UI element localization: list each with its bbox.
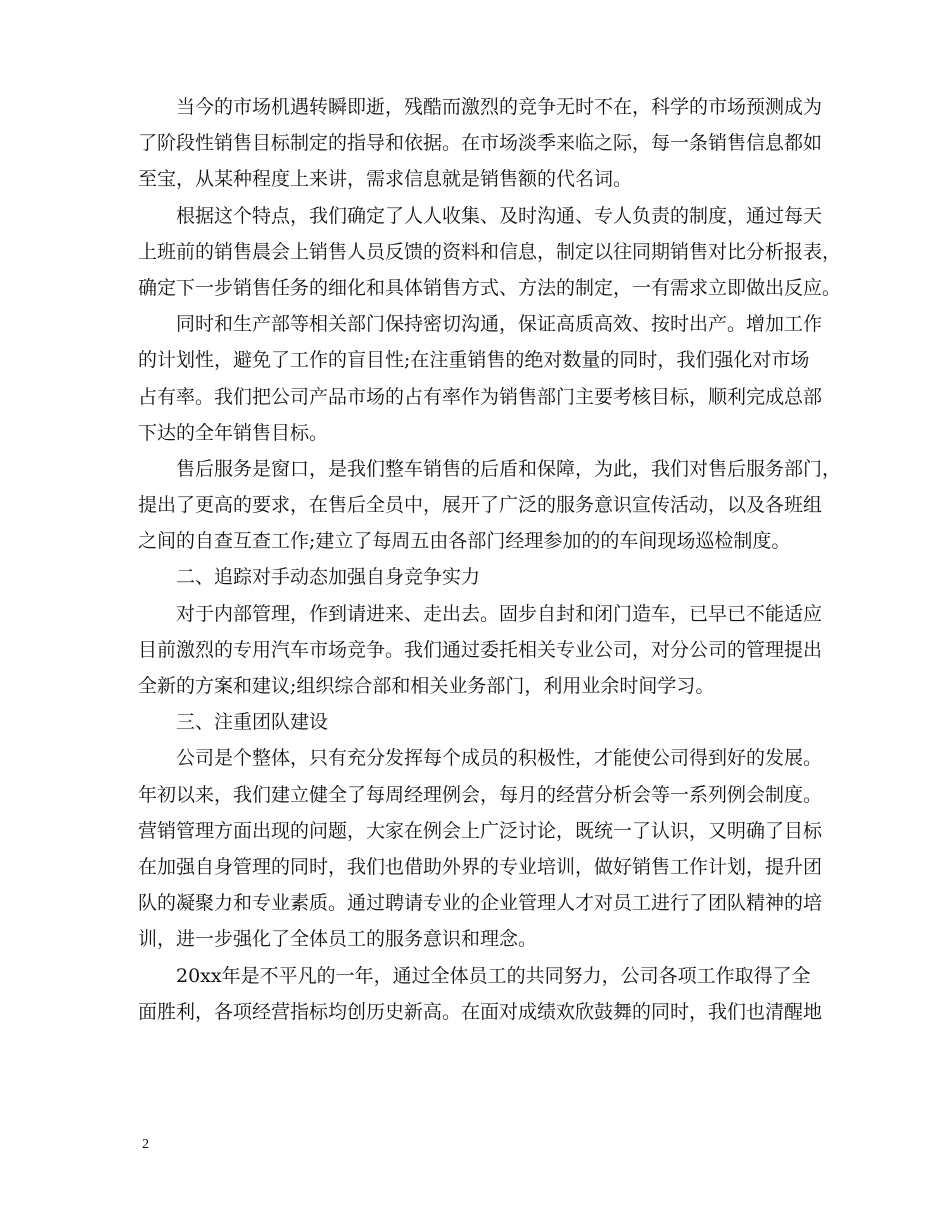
paragraph-3-line-1: 同时和生产部等相关部门保持密切沟通，保证高质高效、按时出产。增加工作	[176, 313, 823, 336]
paragraph-2-line-3: 确定下一步销售任务的细化和具体销售方式、方法的制定，一有需求立即做出反应。	[138, 276, 842, 299]
paragraph-6-line-4: 在加强自身管理的同时，我们也借助外界的专业培训，做好销售工作计划，提升团	[138, 855, 823, 878]
paragraph-7-line-2: 面胜利，各项经营指标均创历史新高。在面对成绩欢欣鼓舞的同时，我们也清醒地	[138, 1000, 823, 1023]
page-number: 2	[142, 1137, 149, 1152]
paragraph-7-line-1: 20xx年是不平凡的一年，通过全体员工的共同努力，公司各项工作取得了全	[176, 964, 811, 987]
paragraph-1-line-3: 至宝，从某种程度上来讲，需求信息就是销售额的代名词。	[138, 168, 633, 191]
paragraph-4-line-1: 售后服务是窗口，是我们整车销售的后盾和保障，为此，我们对售后服务部门，	[176, 457, 842, 480]
paragraph-4-line-3: 之间的自查互查工作;建立了每周五由各部门经理参加的的车间现场巡检制度。	[138, 530, 791, 553]
paragraph-3-line-3: 占有率。我们把公司产品市场的占有率作为销售部门主要考核目标，顺利完成总部	[138, 385, 823, 408]
paragraph-1-line-2: 了阶段性销售目标制定的指导和依据。在市场淡季来临之际，每一条销售信息都如	[138, 132, 823, 155]
document-body	[138, 89, 842, 1030]
paragraph-3-line-4: 下达的全年销售目标。	[138, 421, 329, 444]
paragraph-2-line-1: 根据这个特点，我们确定了人人收集、及时沟通、专人负责的制度，通过每天	[176, 204, 823, 227]
paragraph-6-line-5: 队的凝聚力和专业素质。通过聘请专业的企业管理人才对员工进行了团队精神的培	[138, 892, 823, 915]
section-heading-3: 三、注重团队建设	[176, 711, 329, 734]
paragraph-5-line-2: 目前激烈的专用汽车市场竞争。我们通过委托相关专业公司，对分公司的管理提出	[138, 638, 823, 661]
paragraph-6-line-6: 训，进一步强化了全体员工的服务意识和理念。	[138, 928, 538, 951]
paragraph-6-line-2: 年初以来，我们建立健全了每周经理例会，每月的经营分析会等一系列例会制度。	[138, 783, 823, 806]
paragraph-6-line-3: 营销管理方面出现的问题，大家在例会上广泛讨论，既统一了认识，又明确了目标	[138, 819, 823, 842]
paragraph-5-line-3: 全新的方案和建议;组织综合部和相关业务部门，利用业余时间学习。	[138, 675, 715, 697]
paragraph-3-line-2: 的计划性，避免了工作的盲目性;在注重销售的绝对数量的同时，我们强化对市场	[138, 349, 810, 372]
paragraph-4-line-2: 提出了更高的要求，在售后全员中，展开了广泛的服务意识宣传活动，以及各班组	[138, 494, 823, 517]
section-heading-2: 二、追踪对手动态加强自身竞争实力	[176, 566, 481, 589]
paragraph-1-line-1: 当今的市场机遇转瞬即逝，残酷而激烈的竞争无时不在，科学的市场预测成为	[176, 96, 823, 118]
paragraph-5-line-1: 对于内部管理，作到请进来、走出去。固步自封和闭门造车，已早已不能适应	[176, 602, 823, 625]
paragraph-6-line-1: 公司是个整体，只有充分发挥每个成员的积极性，才能使公司得到好的发展。	[176, 747, 823, 770]
paragraph-2-line-2: 上班前的销售晨会上销售人员反馈的资料和信息，制定以往同期销售对比分析报表，	[138, 240, 842, 263]
